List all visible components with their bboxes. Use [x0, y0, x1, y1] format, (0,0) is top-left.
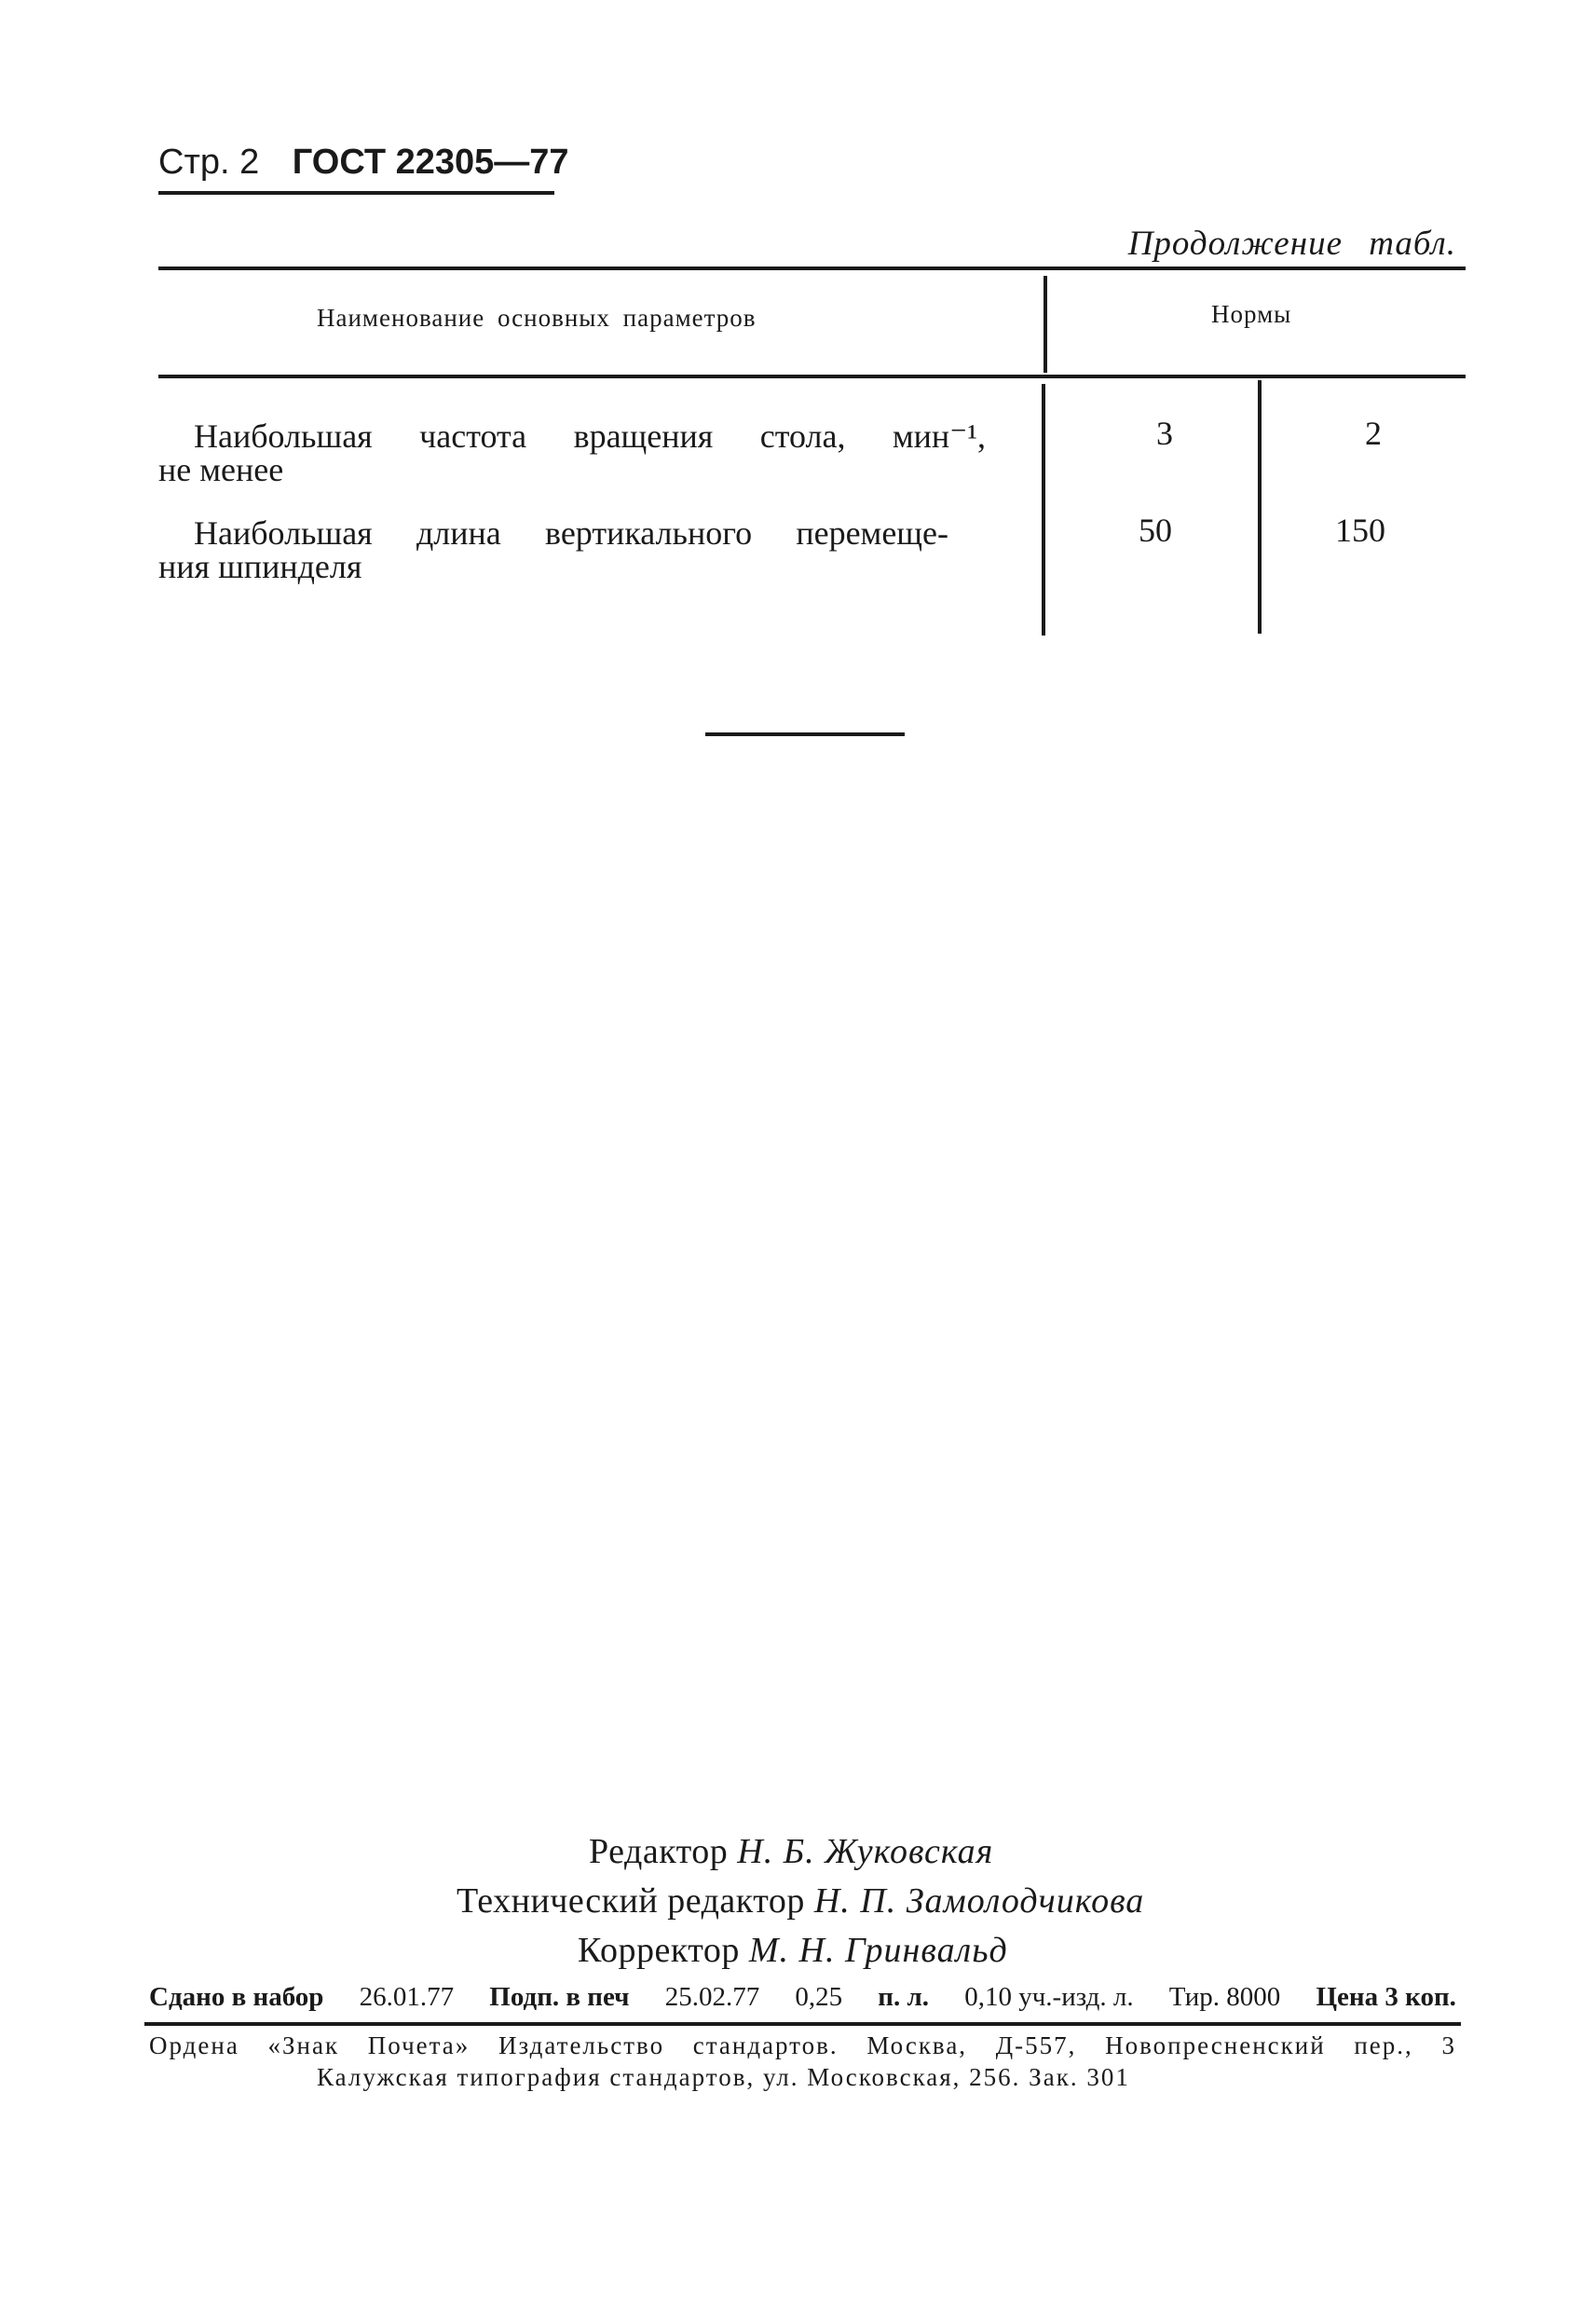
table-header-divider [1044, 276, 1047, 373]
parameter-name-line: не менее [158, 451, 284, 488]
page-header [158, 142, 569, 183]
imprint-signed-date: 25.02.77 [664, 1982, 760, 2012]
standard-number: ГОСТ 22305—77 [292, 143, 569, 182]
imprint-sent-date: 26.01.77 [359, 1982, 455, 2012]
credit-editor [589, 1831, 993, 1872]
norm-value-b: 2 [1365, 415, 1382, 452]
imprint-rule [144, 2022, 1461, 2026]
parameter-name-line: ния шпинделя [158, 548, 362, 585]
credit-role: Корректор [578, 1931, 740, 1970]
credit-role: Редактор [589, 1832, 729, 1871]
norm-value-a: 3 [1156, 415, 1173, 452]
imprint-printer: Калужская типография стандартов, ул. Московская, 256. Зак. 301 [317, 2063, 1130, 2091]
imprint-sheets: 0,25 [795, 1982, 843, 2012]
imprint-sent-label: Сдано в набор [149, 1982, 324, 2012]
credit-technical-editor [457, 1880, 1144, 1921]
imprint-run: Тир. 8000 [1168, 1982, 1281, 2012]
imprint-price: Цена 3 коп. [1316, 1982, 1456, 2012]
norm-value-a: 50 [1139, 512, 1172, 549]
credit-name: М. Н. Гринвальд [748, 1931, 1008, 1970]
credit-corrector [578, 1930, 1008, 1971]
credit-role: Технический редактор [457, 1881, 805, 1921]
table-body-divider-2 [1258, 380, 1262, 634]
column-header-norms: Нормы [1211, 300, 1292, 328]
imprint-sheets-label: п. л. [878, 1982, 930, 2012]
imprint-publisher: Ордена «Знак Почета» Издательство стандартов. Москва, Д-557, Новопресненский пер., 3 [149, 2031, 1456, 2059]
imprint-pub-sheets: 0,10 уч.-изд. л. [964, 1982, 1134, 2012]
credit-name: Н. П. Замолодчикова [813, 1881, 1145, 1921]
imprint-signed-label: Подп. в печ [489, 1982, 630, 2012]
table-header-rule [158, 375, 1466, 378]
header-underline [158, 191, 554, 195]
table-top-rule [158, 267, 1466, 270]
table-continuation-label: Продолжение табл. [1127, 225, 1456, 263]
section-divider [705, 732, 905, 736]
column-header-parameters: Наименование основных параметров [317, 304, 757, 332]
parameter-name-line: Наибольшая частота вращения стола, мин⁻¹, [194, 417, 986, 455]
norm-value-b: 150 [1335, 512, 1385, 549]
parameter-name-line: Наибольшая длина вертикального перемеще- [194, 514, 948, 552]
imprint-print-data [149, 1982, 1456, 2013]
table-body-divider-1 [1042, 384, 1045, 636]
credit-name: Н. Б. Жуковская [737, 1832, 994, 1871]
page-number: Стр. 2 [158, 143, 260, 182]
